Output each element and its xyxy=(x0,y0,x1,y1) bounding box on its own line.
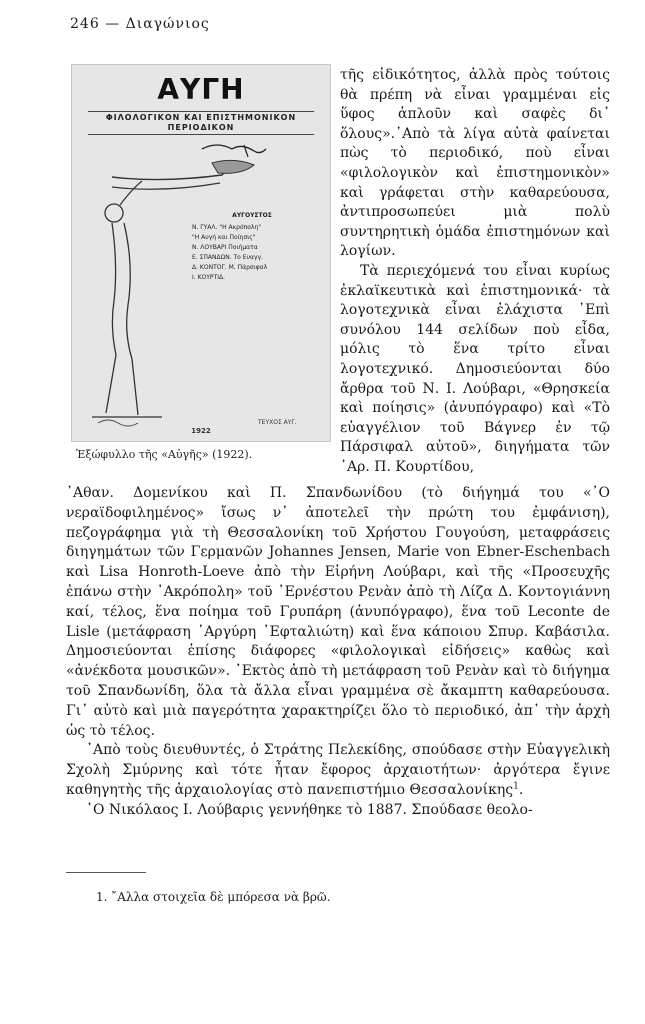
figure-ground xyxy=(98,420,138,426)
signature-mark xyxy=(202,145,266,153)
cover-year: 1922 xyxy=(191,427,211,435)
cover-contents-line: Ι. ΚΟΥΡΤΙΔ. xyxy=(192,274,225,281)
cover-month: ΤΕΥΧΟΣ ΑΥΓ. xyxy=(258,419,297,426)
cover-subtitle-1: ΦΙΛΟΛΟΓΙΚΟΝ ΚΑΙ ΕΠΙΣΤΗΜΟΝΙΚΟΝ xyxy=(105,113,297,122)
paragraph-text: ᾽Απὸ τοὺς διευθυντές, ὁ Στράτης Πελεκίδης, σπούδασε στὴν Εὐαγγελικὴ Σχολὴ Σμύρνης καὶ τότε ἦταν ἔφορος ἀρχαιοτήτων· ἀργότερα ἔγινε καθηγητὴς τῆς ἀρχαιολογίας στὸ πανεπιστήμιο Θεσσαλονίκης xyxy=(66,742,610,798)
paragraph: ᾽Αθαν. Δομενίκου καὶ Π. Σπανδωνίδου (τὸ διήγημά του «᾽Ο νεραϊδοφιλημένος» ἴσως ν᾽ ἀποτελεῖ τὴν πρώτη του ἐμφάνιση), πεζογράφημα γιὰ τὴ Θεσσαλονίκη τοῦ Χρήστου Γουγούση, μεταφράσεις διηγημάτων τῶν Γερμανῶν Johannes Jensen, Marie von Ebner-Eschenbach καὶ Lisa Honroth-Loeve ἀπὸ τὴν Εἰρήνη Λούβαρι, καὶ τῆς «Προσευχῆς ἐπάνω στὴν ᾽Ακρόπολη» τοῦ ᾽Ερνέστου Ρενὰν ἀπὸ τὴ Λίζα Δ. Κοντογιάννη καί, τέλος, ἕνα ποίημα τοῦ Γρυπάρη (ἀνυπόγραφο), ἕνα τοῦ Leconte de Lisle (μετάφραση ᾽Αργύρη ᾽Εφταλιώτη) καὶ ἕνα κάποιου Σπυρ. Καβάσιλα. Δημοσιεύονται ἐπίσης διάφορες «φιλολογικαὶ εἰδήσεις» καθὼς καὶ «ἀνέκδοτα μουσικῶν». ᾽Εκτὸς ἀπὸ τὴ μετάφραση τοῦ Ρενὰν καὶ τὸ διήγημα τοῦ Σπανδωνίδη, ὅλα τὰ ἄλλα εἶναι γραμμένα σὲ ἄκαμπτη καθαρεύουσα. Γι᾽ αὐτὸ καὶ μιὰ παγερότητα χαρακτηρίζει ὅλο τὸ περιοδικό, ἀπ᾽ τὴν ἀρχὴ ὡς τὸ τέλος. xyxy=(66,485,610,739)
cover-contents-line: Ν. ΛΟΥΒΑΡΙ Ποιήματα xyxy=(192,244,258,251)
cover-contents-line: Δ. ΚΟΝΤΟΓ. Μ. Πάρσιφαλ xyxy=(192,264,268,271)
narrow-column-text xyxy=(340,66,610,477)
figure-body xyxy=(124,223,132,359)
cover-contents xyxy=(192,211,312,283)
figure-arm xyxy=(112,183,220,189)
cover-contents-line: Ν. ΓΥΑΛ. "Η Ακρόπολη" xyxy=(192,224,262,231)
figure-leg xyxy=(132,359,138,415)
paragraph: ᾽Απὸ τοὺς διευθυντές, ὁ Στράτης Πελεκίδης, σπούδασε στὴν Εὐαγγελικὴ Σχολὴ Σμύρνης καὶ τότε ἦταν ἔφορος ἀρχαιοτήτων· ἀργότερα ἔγινε καθηγητὴς τῆς ἀρχαιολογίας στὸ πανεπιστήμιο Θεσσαλονίκης$^1$. xyxy=(66,742,610,798)
running-header: 246 — Διαγώνιος xyxy=(70,16,210,32)
paragraph: Τὰ περιεχόμενά του εἶναι κυρίως ἐκλαϊκευτικὰ καὶ ἐπιστημονικά· τὰ λογοτεχνικὰ εἶναι ἐλάχιστα ᾽Επὶ συνόλου 144 σελίδων ποὺ εἶδα, μόλις τὸ ἕνα τρίτο εἶναι λογοτεχνικό. Δημοσιεύονται δύο ἄρθρα τοῦ Ν. Ι. Λούβαρι, «Θρησκεία καὶ ποίησις» (ἀνυπόγραφο) καὶ «Τὸ εὐαγγέλιον τοῦ Βάγνερ ἐν τῷ Πάρσιφαλ αὐτοῦ», διηγήματα τῶν ᾽Αρ. Π. Κουρτίδου, xyxy=(340,262,610,475)
cover-contents-heading: ΑΥΓΟΥΣΤΟΣ xyxy=(232,212,272,219)
figure-body xyxy=(112,223,116,355)
full-width-text xyxy=(66,484,610,821)
footnote: 1. ῎Αλλα στοιχεῖα δὲ μπόρεσα νὰ βρῶ. xyxy=(96,890,331,904)
footnote-rule xyxy=(66,872,146,873)
figure-leg xyxy=(106,355,116,413)
cover-contents-line: Ε. ΣΠΑΝΔΩΝ. Το Ευαγγ. xyxy=(192,254,263,261)
figure-head xyxy=(105,204,123,222)
cover-subtitle-2: ΠΕΡΙΟΔΙΚΟΝ xyxy=(167,123,235,132)
figure-bowl xyxy=(212,160,254,173)
cover-image xyxy=(71,64,331,442)
footnote-reference: 1 xyxy=(513,781,519,792)
cover-title: ΑΥΓΗ xyxy=(157,73,245,106)
cover-contents-line: "Η Αυγή και Ποίησις" xyxy=(192,234,256,241)
paragraph: τῆς εἰδικότητος, ἀλλὰ πρὸς τούτοις θὰ πρέπη νὰ εἶναι γραμμέναι εἰς ὕφος ἁπλοῦν καὶ σαφὲς δι᾽ ὅλους».᾽Απὸ τὰ λίγα αὐτὰ φαίνεται πὼς τὸ περιοδικό, ποὺ εἶναι «φιλολογικὸν καὶ ἐπιστημονικὸν» καὶ γράφεται στὴν καθαρεύουσα, ἀντιπροσωπεύει μιὰ πολὺ συντηρητικὴ ὁμάδα ἐπιστημόνων καὶ λογίων. xyxy=(340,67,610,260)
paragraph: ῾Ο Νικόλαος Ι. Λούβαρις γεννήθηκε τὸ 1887. Σπούδασε θεολο- xyxy=(86,801,533,818)
figure-caption: Ἐξώφυλλο τῆς «Αὐγῆς» (1922). xyxy=(76,448,253,461)
figure-neck xyxy=(120,181,142,205)
figure-arm xyxy=(112,169,228,180)
